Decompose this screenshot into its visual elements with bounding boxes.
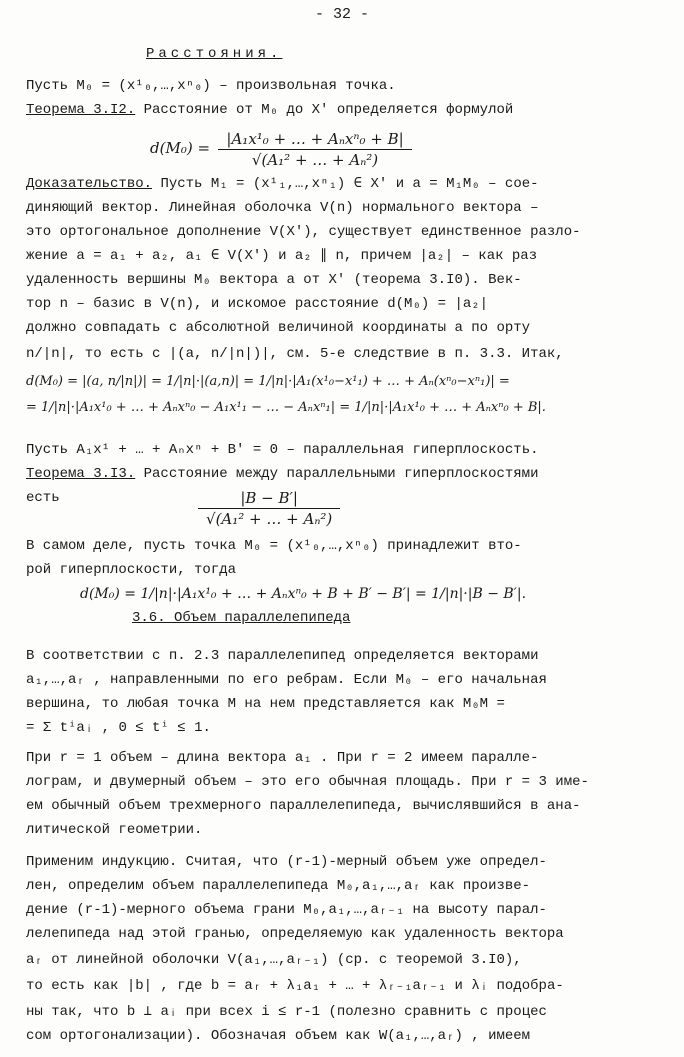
formula-1-denominator: √(A₁² + … + Aₙ²): [251, 150, 379, 169]
p2-line-1: При r = 1 объем – длина вектора a₁ . При r = 2 имеем паралле-: [26, 750, 539, 766]
theorem-3-13-tail: есть: [26, 490, 60, 506]
theorem-3-12-label: Теорема 3.I2.: [26, 102, 136, 118]
p3-line-2: лен, определим объем параллелепипеда M₀,a₁,…,aᵣ как произве-: [26, 878, 531, 894]
proof-line-9: d(M₀) = |(a, n/|n|)| = 1/|n|·|(a,n)| = 1/|n|·|A₁(x¹₀−x¹₁) + … + Aₙ(xⁿ₀−xⁿ₁)| =: [26, 374, 510, 389]
proof-line-8: n/|n|, то есть с |(a, n/|n|)|, см. 5-е следствие в п. 3.3. Итак,: [26, 346, 564, 362]
theorem-3-12: [26, 100, 670, 120]
formula-2-numerator: |B − B′|: [198, 488, 340, 509]
p3-line-5: aᵣ от линейной оболочки V(a₁,…,aᵣ₋₁) (ср. с теоремой 3.I0),: [26, 952, 522, 968]
formula-distance-point: [150, 124, 670, 172]
indeed-line-2: рой гиперплоскости, тогда: [26, 562, 237, 578]
theorem-3-13-text: Расстояние между параллельными гиперплоскостями: [143, 466, 539, 482]
formula-2-fraction: [198, 488, 340, 529]
p1-line-1: В соответствии с п. 2.3 параллелепипед определяется векторами: [26, 648, 539, 664]
proof-line-4: жение a = a₁ + a₂, a₁ ∈ V(X′) и a₂ ∥ n, причем |a₂| – как раз: [26, 248, 538, 264]
formula-1-fraction: [218, 129, 411, 170]
formula-2-denominator: √(A₁² + … + Aₙ²): [206, 510, 333, 528]
page-number: - 32 -: [314, 6, 369, 23]
line-parallel-hyperplane: Пусть A₁x¹ + … + Aₙxⁿ + B′ = 0 – параллельная гиперплоскость.: [26, 442, 539, 458]
formula-3: d(M₀) = 1/|n|·|A₁x¹₀ + … + Aₙxⁿ₀ + B + B′ − B′| = 1/|n|·|B − B′|.: [80, 586, 527, 602]
line-let-point: Пусть M₀ = (x¹₀,…,xⁿ₀) – произвольная точка.: [26, 78, 396, 94]
theorem-3-12-text: Расстояние от M₀ до X′ определяется формулой: [143, 102, 514, 118]
p3-line-4: лелепипеда над этой гранью, определяемую как удаленность вектора: [26, 926, 564, 942]
proof-line-2: диняющий вектор. Линейная оболочка V(n) нормального вектора –: [26, 200, 539, 216]
proof-label: Доказательство.: [26, 176, 153, 192]
p1-line-4: = Σ tⁱaᵢ , 0 ≤ tⁱ ≤ 1.: [26, 720, 211, 736]
p3-line-8: сом ортогонализации). Обозначая объем как W(a₁,…,aᵣ) , имеем: [26, 1028, 531, 1044]
p2-line-3: ем обычный объем трехмерного параллелепипеда, вычислявшийся в ана-: [26, 798, 581, 814]
p1-line-2: a₁,…,aᵣ , направленными по его ребрам. Если M₀ – его начальная: [26, 672, 547, 688]
p2-line-4: литической геометрии.: [26, 822, 203, 838]
proof-line-10: = 1/|n|·|A₁x¹₀ + … + Aₙxⁿ₀ − A₁x¹₁ − … − Aₙxⁿ₁| = 1/|n|·|A₁x¹₀ + … + Aₙxⁿ₀ + B|.: [26, 400, 546, 415]
section-3-6-title: 3.6. Объем параллелепипеда: [132, 610, 351, 626]
proof-line-1: Доказательство. Пусть M₁ = (x¹₁,…,xⁿ₁) ∈ X′ и a = M₁M₀ – сое-: [26, 176, 539, 192]
p1-line-3: вершина, то любая точка M на нем представляется как M₀M =: [26, 696, 505, 712]
heading-distances: Расстояния.: [146, 46, 283, 62]
proof-line-6: тор n – базис в V(n), и искомое расстояние d(M₀) = |a₂|: [26, 296, 489, 312]
formula-1-numerator: |A₁x¹₀ + … + Aₙxⁿ₀ + B|: [218, 129, 411, 150]
formula-1-lhs: d(M₀) =: [150, 139, 211, 157]
p3-line-7: ны так, что b ⊥ aᵢ при всех i ≤ r-1 (полезно сравнить с процес: [26, 1004, 547, 1020]
p3-line-1: Применим индукцию. Считая, что (r-1)-мерный объем уже определ-: [26, 854, 547, 870]
proof-line-5: удаленность вершины M₀ вектора a от X′ (теорема 3.I0). Век-: [26, 272, 522, 288]
theorem-3-13-formula-line: [26, 488, 670, 532]
p3-line-6: то есть как |b| , где b = aᵣ + λ₁a₁ + … + λᵣ₋₁aᵣ₋₁ и λᵢ подобра-: [26, 978, 564, 994]
indeed-line-1: В самом деле, пусть точка M₀ = (x¹₀,…,xⁿ₀) принадлежит вто-: [26, 538, 522, 554]
theorem-3-13-label: Теорема 3.I3.: [26, 466, 136, 482]
p2-line-2: лограм, и двумерный объем – это его обычная площадь. При r = 3 име-: [26, 774, 589, 790]
p3-line-3: дение (r-1)-мерного объема грани M₀,a₁,…,aᵣ₋₁ на высоту парал-: [26, 902, 547, 918]
proof-line-3: это ортогональное дополнение V(X′), существует единственное разло-: [26, 224, 581, 240]
theorem-3-13: [26, 464, 670, 484]
proof-line-7: должно совпадать с абсолютной величиной координаты a по орту: [26, 320, 531, 336]
